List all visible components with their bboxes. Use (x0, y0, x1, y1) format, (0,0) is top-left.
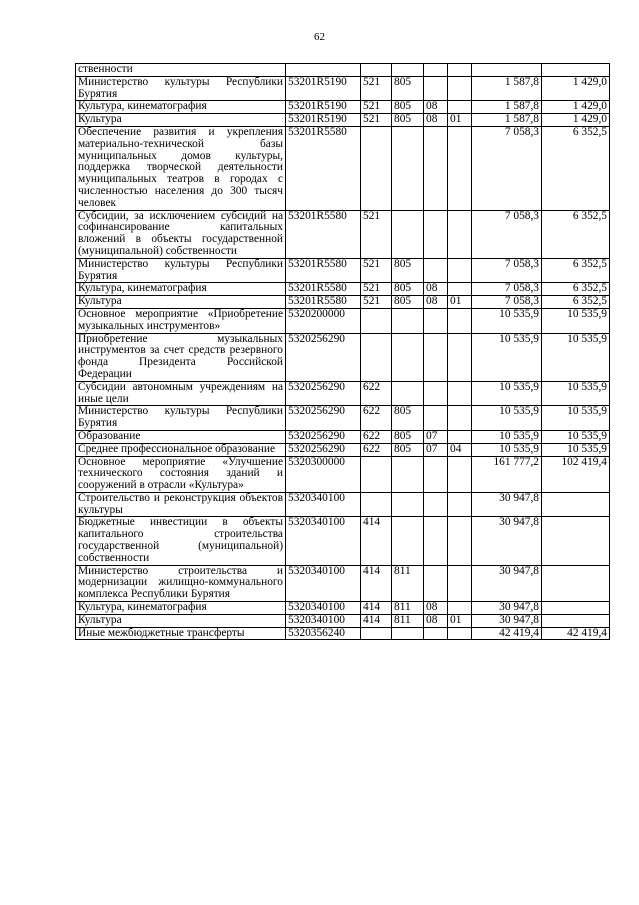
row-expense-type-cell: 622 (361, 381, 392, 406)
row-expense-type-cell: 414 (361, 565, 392, 601)
row-code-cell: 5320340100 (286, 602, 361, 615)
row-code-cell: 53201R5580 (286, 210, 361, 258)
row-sum-1-cell: 1 587,8 (472, 114, 542, 127)
row-section-cell (424, 456, 448, 492)
row-section-cell (424, 627, 448, 640)
row-ministry-cell: 811 (392, 565, 424, 601)
row-section-cell: 08 (424, 114, 448, 127)
row-code-cell: 5320256290 (286, 333, 361, 381)
row-expense-type-cell: 521 (361, 283, 392, 296)
row-sum-2-cell (542, 614, 610, 627)
row-ministry-cell: 805 (392, 296, 424, 309)
row-name-cell: Основное мероприятие «Приобретение музыкальных инструментов» (76, 308, 286, 333)
row-name-cell: Строительство и реконструкция объектов культуры (76, 492, 286, 517)
row-sum-2-cell (542, 64, 610, 77)
row-code-cell: 5320340100 (286, 517, 361, 565)
row-sum-1-cell: 30 947,8 (472, 602, 542, 615)
row-ministry-cell: 805 (392, 76, 424, 101)
row-code-cell: 5320356240 (286, 627, 361, 640)
row-section-cell (424, 517, 448, 565)
row-expense-type-cell: 521 (361, 296, 392, 309)
row-subsection-cell (448, 210, 472, 258)
table-row (76, 101, 610, 114)
row-subsection-cell (448, 381, 472, 406)
row-ministry-cell: 811 (392, 602, 424, 615)
row-sum-1-cell: 30 947,8 (472, 492, 542, 517)
row-code-cell: 5320256290 (286, 443, 361, 456)
row-ministry-cell (392, 333, 424, 381)
row-subsection-cell (448, 602, 472, 615)
row-sum-2-cell: 1 429,0 (542, 114, 610, 127)
row-section-cell (424, 565, 448, 601)
row-section-cell: 08 (424, 296, 448, 309)
row-expense-type-cell: 414 (361, 517, 392, 565)
row-code-cell: 53201R5580 (286, 258, 361, 283)
row-sum-2-cell: 10 535,9 (542, 430, 610, 443)
row-subsection-cell: 01 (448, 614, 472, 627)
row-code-cell: 5320256290 (286, 430, 361, 443)
row-sum-1-cell: 10 535,9 (472, 406, 542, 431)
row-sum-2-cell: 6 352,5 (542, 283, 610, 296)
table-row (76, 333, 610, 381)
row-ministry-cell: 805 (392, 283, 424, 296)
row-code-cell: 5320256290 (286, 406, 361, 431)
row-subsection-cell (448, 492, 472, 517)
table-row (76, 443, 610, 456)
row-expense-type-cell (361, 64, 392, 77)
table-row (76, 517, 610, 565)
row-name-cell: Культура (76, 614, 286, 627)
row-sum-2-cell: 6 352,5 (542, 258, 610, 283)
row-subsection-cell (448, 101, 472, 114)
table-row (76, 308, 610, 333)
row-ministry-cell (392, 517, 424, 565)
row-sum-2-cell: 42 419,4 (542, 627, 610, 640)
row-section-cell (424, 333, 448, 381)
row-subsection-cell (448, 517, 472, 565)
row-subsection-cell (448, 64, 472, 77)
row-name-cell: Приобретение музыкальных инструментов за счет средств резервного фонда Президента Российской Федерации (76, 333, 286, 381)
row-subsection-cell (448, 333, 472, 381)
row-code-cell: 53201R5190 (286, 76, 361, 101)
row-sum-1-cell: 10 535,9 (472, 333, 542, 381)
budget-table-body (76, 64, 610, 640)
table-row (76, 406, 610, 431)
table-row (76, 64, 610, 77)
row-section-cell (424, 381, 448, 406)
row-code-cell: 53201R5190 (286, 101, 361, 114)
row-name-cell: Среднее профессиональное образование (76, 443, 286, 456)
row-sum-1-cell (472, 64, 542, 77)
row-name-cell: Образование (76, 430, 286, 443)
row-section-cell (424, 258, 448, 283)
row-sum-1-cell: 10 535,9 (472, 308, 542, 333)
row-expense-type-cell (361, 627, 392, 640)
row-sum-1-cell: 10 535,9 (472, 430, 542, 443)
row-name-cell: Основное мероприятие «Улучшение технического состояния зданий и сооружений в отрасли «Культура» (76, 456, 286, 492)
row-code-cell: 53201R5580 (286, 126, 361, 210)
row-ministry-cell: 805 (392, 258, 424, 283)
row-name-cell: Культура (76, 114, 286, 127)
row-name-cell: Министерство строительства и модернизации жилищно-коммунального комплекса Республики Бурятия (76, 565, 286, 601)
table-row (76, 76, 610, 101)
row-sum-1-cell: 7 058,3 (472, 283, 542, 296)
row-expense-type-cell: 521 (361, 114, 392, 127)
row-subsection-cell: 04 (448, 443, 472, 456)
row-sum-2-cell: 10 535,9 (542, 381, 610, 406)
row-subsection-cell: 01 (448, 296, 472, 309)
row-code-cell: 5320340100 (286, 565, 361, 601)
row-expense-type-cell: 521 (361, 76, 392, 101)
row-ministry-cell: 805 (392, 101, 424, 114)
row-name-cell: Иные межбюджетные трансферты (76, 627, 286, 640)
table-row (76, 114, 610, 127)
table-row (76, 296, 610, 309)
row-expense-type-cell: 521 (361, 258, 392, 283)
row-sum-2-cell: 6 352,5 (542, 210, 610, 258)
row-ministry-cell: 805 (392, 114, 424, 127)
row-name-cell: Субсидии, за исключением субсидий на софинансирование капитальных вложений в объекты государственной (муниципальной) собственности (76, 210, 286, 258)
table-row (76, 258, 610, 283)
row-expense-type-cell: 622 (361, 406, 392, 431)
row-sum-1-cell: 1 587,8 (472, 101, 542, 114)
row-section-cell: 08 (424, 602, 448, 615)
table-row (76, 627, 610, 640)
row-subsection-cell (448, 126, 472, 210)
table-row (76, 614, 610, 627)
row-ministry-cell: 805 (392, 406, 424, 431)
row-ministry-cell (392, 492, 424, 517)
row-expense-type-cell (361, 126, 392, 210)
row-code-cell: 5320300000 (286, 456, 361, 492)
table-row (76, 210, 610, 258)
row-sum-2-cell (542, 492, 610, 517)
row-code-cell: 5320200000 (286, 308, 361, 333)
row-sum-1-cell: 30 947,8 (472, 565, 542, 601)
row-name-cell: Культура, кинематография (76, 283, 286, 296)
row-subsection-cell (448, 627, 472, 640)
row-code-cell: 5320256290 (286, 381, 361, 406)
row-sum-2-cell: 10 535,9 (542, 333, 610, 381)
row-subsection-cell (448, 76, 472, 101)
row-name-cell: Культура, кинематография (76, 101, 286, 114)
row-code-cell (286, 64, 361, 77)
row-section-cell (424, 210, 448, 258)
row-name-cell: Обеспечение развития и укрепления материально-технической базы муниципальных домов культуры, поддержка творческой деятельности муниципальных театров в городах с численностью населения до 300 тысяч человек (76, 126, 286, 210)
row-ministry-cell (392, 210, 424, 258)
page-number: 62 (314, 31, 325, 43)
table-row (76, 456, 610, 492)
row-sum-2-cell: 1 429,0 (542, 76, 610, 101)
row-name-cell: Бюджетные инвестиции в объекты капитального строительства государственной (муниципальной) собственности (76, 517, 286, 565)
row-subsection-cell (448, 308, 472, 333)
row-sum-2-cell: 6 352,5 (542, 126, 610, 210)
row-expense-type-cell (361, 492, 392, 517)
row-section-cell (424, 492, 448, 517)
row-sum-2-cell: 6 352,5 (542, 296, 610, 309)
row-sum-1-cell: 10 535,9 (472, 381, 542, 406)
row-subsection-cell (448, 406, 472, 431)
table-row (76, 602, 610, 615)
row-sum-2-cell: 10 535,9 (542, 443, 610, 456)
row-sum-2-cell: 102 419,4 (542, 456, 610, 492)
row-sum-2-cell: 1 429,0 (542, 101, 610, 114)
table-row (76, 492, 610, 517)
row-subsection-cell (448, 565, 472, 601)
row-subsection-cell (448, 258, 472, 283)
row-expense-type-cell (361, 308, 392, 333)
row-section-cell (424, 406, 448, 431)
row-code-cell: 53201R5580 (286, 296, 361, 309)
row-ministry-cell (392, 627, 424, 640)
table-row (76, 565, 610, 601)
table-row (76, 381, 610, 406)
row-subsection-cell (448, 430, 472, 443)
row-section-cell: 07 (424, 430, 448, 443)
row-sum-2-cell: 10 535,9 (542, 308, 610, 333)
row-section-cell (424, 308, 448, 333)
row-expense-type-cell: 414 (361, 602, 392, 615)
table-row (76, 126, 610, 210)
row-name-cell: Министерство культуры Республики Бурятия (76, 406, 286, 431)
row-ministry-cell (392, 308, 424, 333)
row-section-cell: 08 (424, 101, 448, 114)
row-sum-2-cell: 10 535,9 (542, 406, 610, 431)
row-sum-1-cell: 42 419,4 (472, 627, 542, 640)
row-sum-1-cell: 7 058,3 (472, 210, 542, 258)
row-sum-2-cell (542, 602, 610, 615)
row-sum-1-cell: 7 058,3 (472, 296, 542, 309)
table-row (76, 430, 610, 443)
row-subsection-cell (448, 456, 472, 492)
row-name-cell: ственности (76, 64, 286, 77)
row-sum-2-cell (542, 565, 610, 601)
row-ministry-cell: 805 (392, 443, 424, 456)
table-row (76, 283, 610, 296)
row-ministry-cell (392, 126, 424, 210)
row-name-cell: Министерство культуры Республики Бурятия (76, 76, 286, 101)
row-sum-1-cell: 161 777,2 (472, 456, 542, 492)
row-section-cell (424, 76, 448, 101)
row-ministry-cell: 811 (392, 614, 424, 627)
row-sum-1-cell: 30 947,8 (472, 614, 542, 627)
row-ministry-cell (392, 456, 424, 492)
row-sum-1-cell: 30 947,8 (472, 517, 542, 565)
budget-table (75, 63, 610, 640)
row-name-cell: Культура (76, 296, 286, 309)
row-sum-2-cell (542, 517, 610, 565)
row-name-cell: Культура, кинематография (76, 602, 286, 615)
row-subsection-cell: 01 (448, 114, 472, 127)
row-sum-1-cell: 7 058,3 (472, 258, 542, 283)
row-section-cell: 07 (424, 443, 448, 456)
row-ministry-cell (392, 64, 424, 77)
row-expense-type-cell: 521 (361, 101, 392, 114)
row-name-cell: Министерство культуры Республики Бурятия (76, 258, 286, 283)
row-section-cell (424, 126, 448, 210)
row-code-cell: 5320340100 (286, 492, 361, 517)
row-sum-1-cell: 1 587,8 (472, 76, 542, 101)
row-ministry-cell: 805 (392, 430, 424, 443)
row-expense-type-cell: 622 (361, 430, 392, 443)
row-code-cell: 53201R5190 (286, 114, 361, 127)
row-section-cell (424, 64, 448, 77)
row-sum-1-cell: 7 058,3 (472, 126, 542, 210)
row-ministry-cell (392, 381, 424, 406)
row-code-cell: 53201R5580 (286, 283, 361, 296)
row-expense-type-cell: 414 (361, 614, 392, 627)
row-section-cell: 08 (424, 283, 448, 296)
row-code-cell: 5320340100 (286, 614, 361, 627)
row-section-cell: 08 (424, 614, 448, 627)
row-subsection-cell (448, 283, 472, 296)
row-name-cell: Субсидии автономным учреждениям на иные цели (76, 381, 286, 406)
row-expense-type-cell (361, 456, 392, 492)
row-expense-type-cell (361, 333, 392, 381)
row-expense-type-cell: 622 (361, 443, 392, 456)
row-sum-1-cell: 10 535,9 (472, 443, 542, 456)
row-expense-type-cell: 521 (361, 210, 392, 258)
